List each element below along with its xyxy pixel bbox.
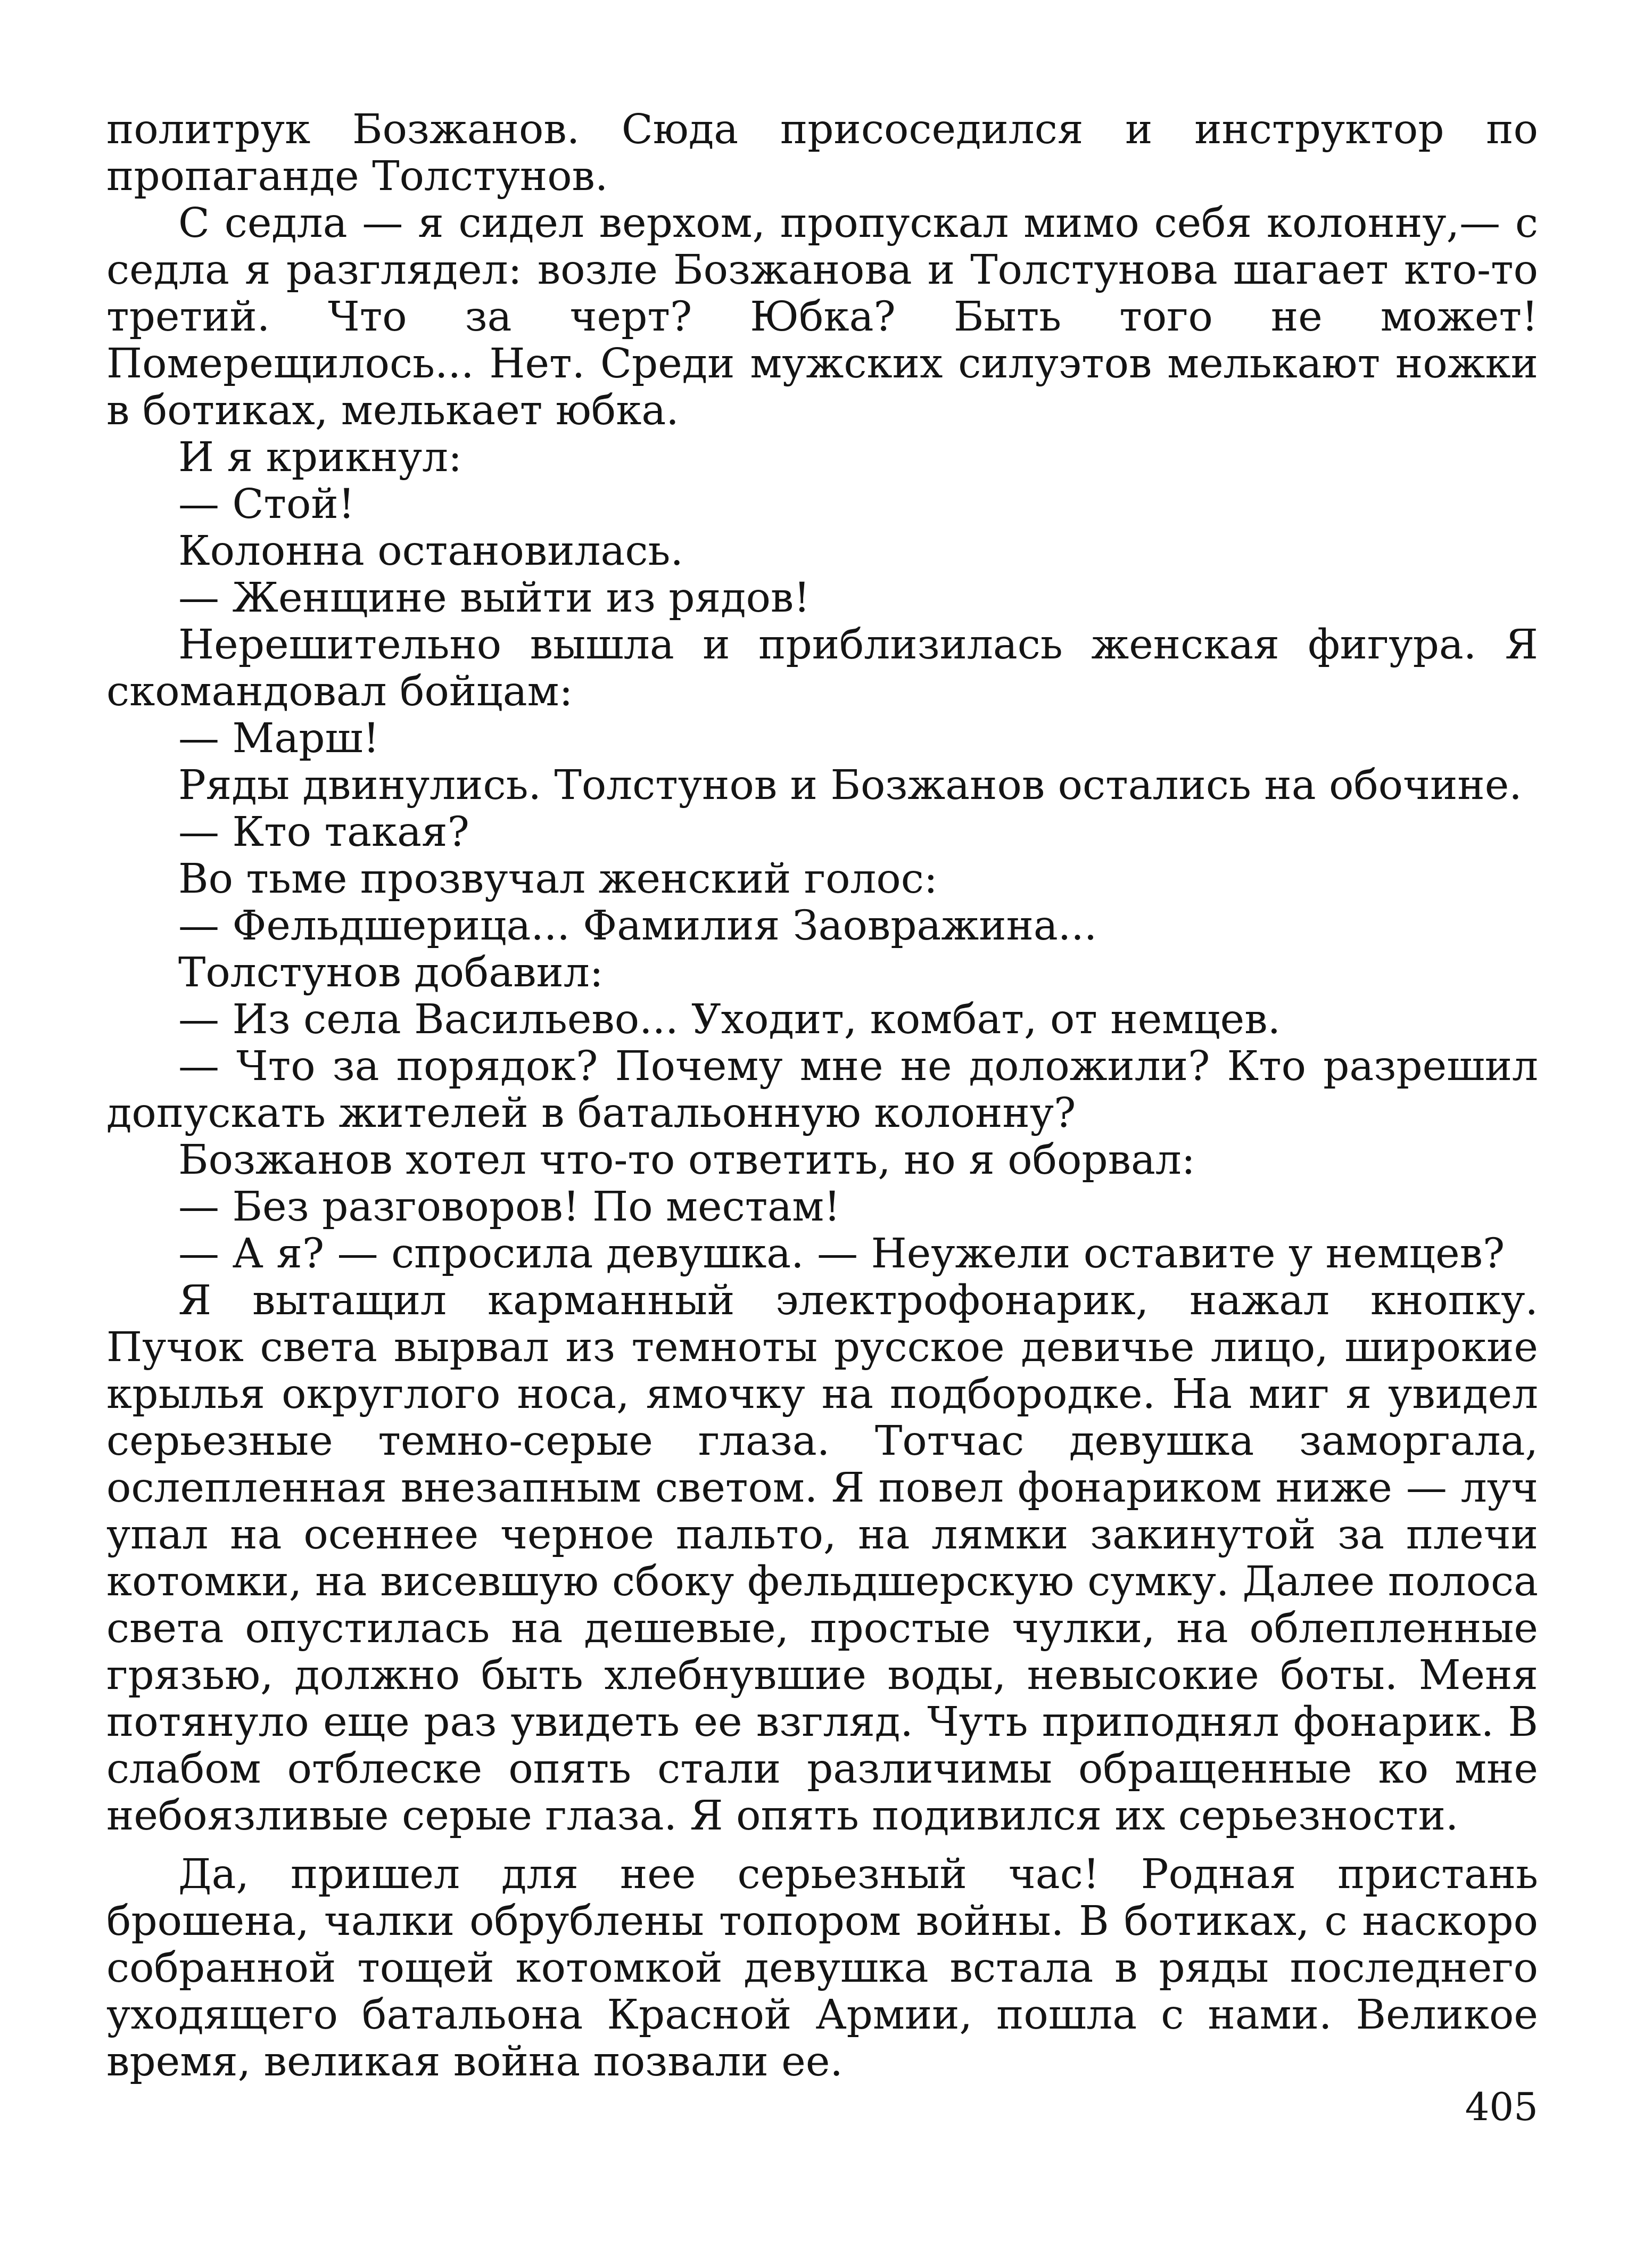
dialogue-line: — Фельдшерица... Фамилия Заовражина... xyxy=(178,902,1097,950)
paragraph: Во тьме прозвучал женский голос: xyxy=(178,855,938,903)
dialogue-line: — Из села Васильево... Уходит, комбат, от немцев. xyxy=(178,996,1281,1043)
page-number: 405 xyxy=(1465,2084,1538,2129)
paragraph: С седла — я сидел верхом, пропускал мимо себя колонну,— с седла я разглядел: возле Бозжанова и Толстунова шагает кто-то третий. Что за черт? Юбка? Быть того не может! Померещилось... Нет. Среди мужских силуэтов мелькают ножки в ботиках, мелькает юбка. xyxy=(106,200,1538,434)
dialogue-line: — Что за порядок? Почему мне не доложили? Кто разрешил допускать жителей в батальонную колонну? xyxy=(106,1043,1538,1137)
page-body xyxy=(106,106,1538,2086)
dialogue-line: — Марш! xyxy=(178,715,380,762)
dialogue-line: — Без разговоров! По местам! xyxy=(178,1183,841,1231)
paragraph: Я вытащил карманный электрофонарик, нажал кнопку. Пучок света вырвал из темноты русское девичье лицо, широкие крылья округлого носа, ямочку на подбородке. На миг я увидел серьезные темно-серые глаза. Тотчас девушка заморгала, ослепленная внезапным светом. Я повел фонариком ниже — луч упал на осеннее черное пальто, на лямки закинутой за плечи котомки, на висевшую сбоку фельдшерскую сумку. Далее полоса света опустилась на дешевые, простые чулки, на облепленные грязью, должно быть хлебнувшие воды, невысокие боты. Меня потянуло еще раз увидеть ее взгляд. Чуть приподнял фонарик. В слабом отблеске опять стали различимы обращенные ко мне небоязливые серые глаза. Я опять подивился их серьезности. xyxy=(106,1277,1538,1840)
dialogue-line: — Стой! xyxy=(178,481,355,528)
paragraph: Толстунов добавил: xyxy=(178,949,604,996)
dialogue-line: — Кто такая? xyxy=(178,809,469,856)
paragraph: политрук Бозжанов. Сюда присоседился и инструктор по пропаганде Толстунов. xyxy=(106,106,1538,200)
paragraph: Ряды двинулись. Толстунов и Бозжанов остались на обочине. xyxy=(178,762,1522,809)
paragraph: Нерешительно вышла и приблизилась женская фигура. Я скомандовал бойцам: xyxy=(106,621,1538,715)
paragraph: И я крикнул: xyxy=(178,434,462,481)
paragraph: Да, пришел для нее серьезный час! Родная пристань брошена, чалки обрублены топором войны. В ботиках, с наскоро собранной тощей котомкой девушка встала в ряды последнего уходящего батальона Красной Армии, пошла с нами. Великое время, великая война позвали ее. xyxy=(106,1851,1538,2086)
dialogue-line: — А я? — спросила девушка. — Неужели оставите у немцев? xyxy=(178,1230,1505,1278)
paragraph: Бозжанов хотел что-то ответить, но я оборвал: xyxy=(178,1136,1195,1184)
paragraph: Колонна остановилась. xyxy=(178,528,683,575)
dialogue-line: — Женщине выйти из рядов! xyxy=(178,574,811,622)
